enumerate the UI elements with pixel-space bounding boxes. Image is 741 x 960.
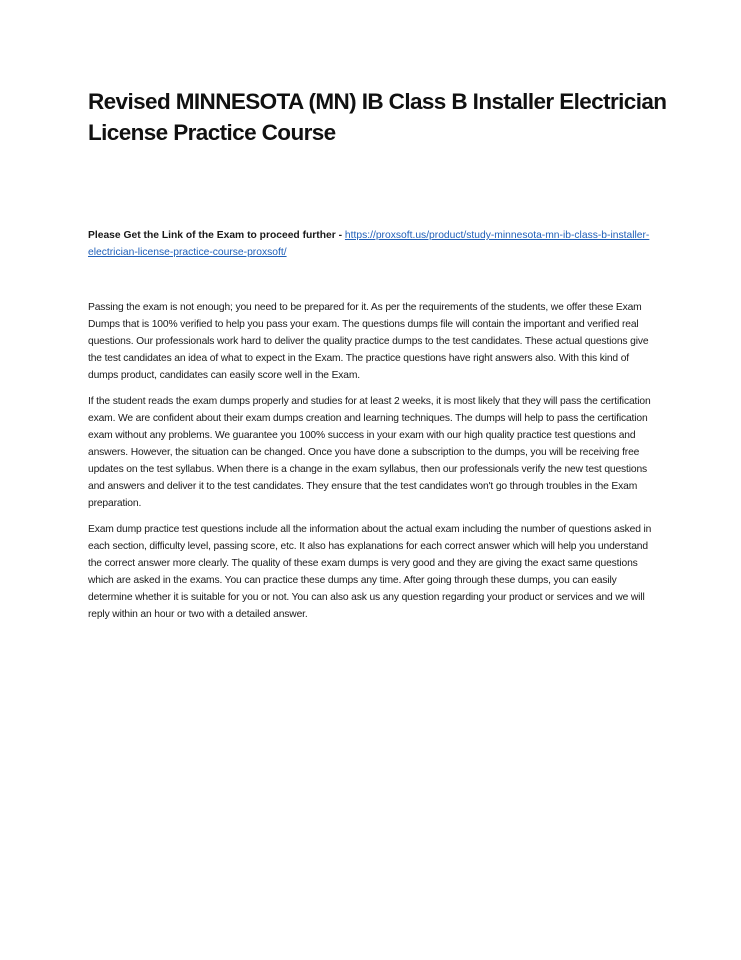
exam-link-paragraph (88, 227, 654, 261)
exam-link[interactable]: https://proxsoft.us/product/study-minnesota-mn-ib-class-b-installer-electrician-license-practice-course-proxsoft/ (88, 230, 650, 258)
document-title: Revised MINNESOTA (MN) IB Class B Installer Electrician License Practice Course (88, 89, 667, 145)
body-text (88, 299, 654, 632)
body-paragraph-1: Passing the exam is not enough; you need to be prepared for it. As per the requirements of the students, we offer these Exam Dumps that is 100% verified to help you pass your exam. The questions dumps file will contain the important and verified real questions. Our professionals work hard to deliver the quality practice dumps to the test candidates. These actual questions give the test candidates an idea of what to expect in the Exam. The practice questions have right answers also. With this kind of dumps product, candidates can easily score well in the Exam. (88, 302, 649, 381)
body-paragraph-2: If the student reads the exam dumps properly and studies for at least 2 weeks, it is most likely that they will pass the certification exam. We are confident about their exam dumps creation and learning techniques. The dumps will help to pass the certification exam without any problems. We guarantee you 100% success in your exam with our high quality practice test questions and answers. However, the situation can be changed. Once you have done a subscription to the dumps, you will be receiving free updates on the test syllabus. When there is a change in the exam syllabus, then our professionals verify the new test questions and answers and deliver it to the test candidates. They ensure that the test candidates won't go through troubles in the Exam preparation. (88, 396, 651, 509)
body-paragraph-3: Exam dump practice test questions include all the information about the actual exam including the number of questions asked in each section, difficulty level, passing score, etc. It also has explanations for each correct answer which will help you understand the correct answer more clearly. The quality of these exam dumps is very good and they are giving the exact same questions which are asked in the exams. You can practice these dumps any time. After going through these dumps, you can easily determine whether it is suitable for you or not. You can also ask us any question regarding your product or services and we will reply within an hour or two with a detailed answer. (88, 524, 652, 620)
exam-link-lead: Please Get the Link of the Exam to proceed further - (88, 230, 343, 241)
